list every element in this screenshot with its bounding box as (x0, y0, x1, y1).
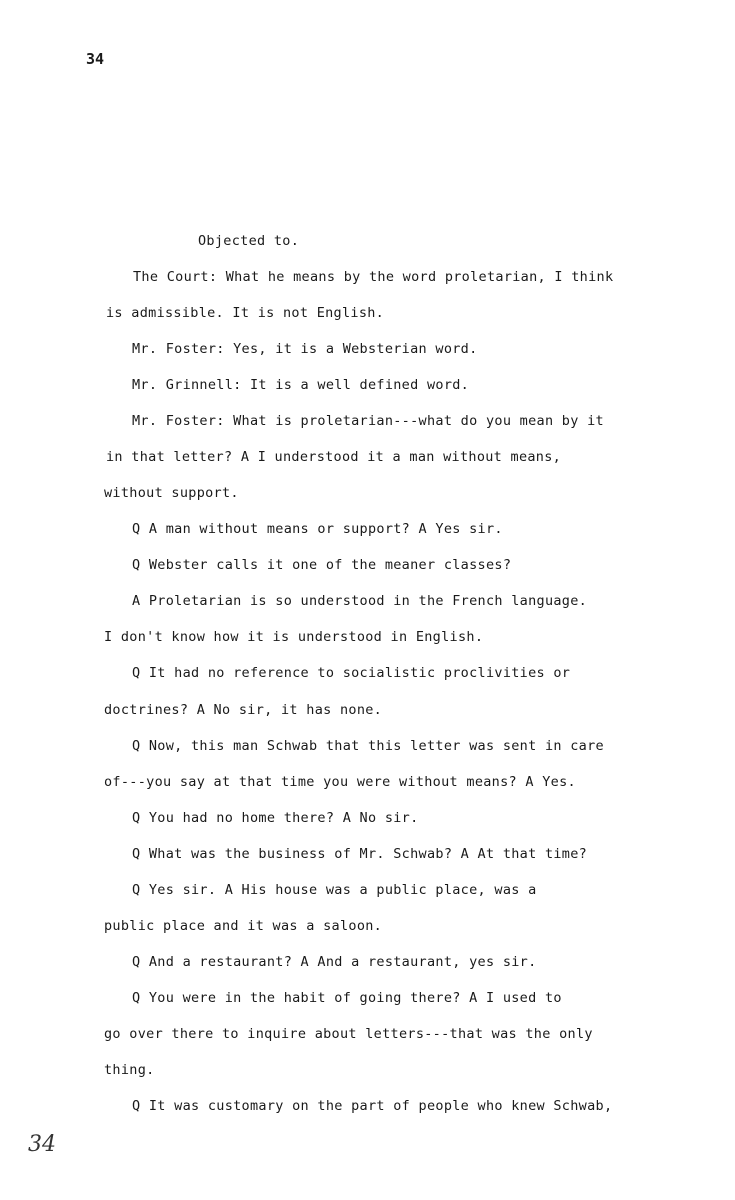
transcript-line: Mr. Foster: Yes, it is a Websterian word. (132, 341, 478, 357)
page-number: 34 (86, 50, 105, 68)
transcript-line: in that letter? A I understood it a man without means, (106, 449, 562, 465)
transcript-line: without support. (104, 485, 239, 501)
transcript-line: Mr. Grinnell: It is a well defined word. (132, 377, 470, 393)
transcript-line: The Court: What he means by the word proletarian, I think (133, 269, 614, 285)
transcript-line: of---you say at that time you were without means? A Yes. (104, 774, 576, 790)
transcript-line: Mr. Foster: What is proletarian---what do you mean by it (132, 413, 604, 429)
transcript-line: Q What was the business of Mr. Schwab? A At that time? (132, 846, 588, 862)
transcript-line: Q You were in the habit of going there? A I used to (132, 990, 562, 1006)
transcript-line: Q Yes sir. A His house was a public place, was a (132, 882, 537, 898)
transcript-line: Q Now, this man Schwab that this letter was sent in care (132, 738, 604, 754)
transcript-line: A Proletarian is so understood in the French language. (132, 593, 588, 609)
transcript-line: public place and it was a saloon. (104, 918, 383, 934)
transcript-line: Q A man without means or support? A Yes sir. (132, 521, 503, 537)
transcript-line: Q Webster calls it one of the meaner classes? (132, 557, 512, 573)
handwritten-page-number: 34 (28, 1132, 56, 1157)
transcript-line: is admissible. It is not English. (106, 305, 385, 321)
transcript-line: thing. (104, 1062, 155, 1078)
transcript-line: I don't know how it is understood in English. (104, 629, 484, 645)
transcript-line: doctrines? A No sir, it has none. (104, 702, 383, 718)
transcript-line: Q It had no reference to socialistic proclivities or (132, 665, 571, 681)
transcript-line: Q And a restaurant? A And a restaurant, yes sir. (132, 954, 537, 970)
transcript-line: Objected to. (198, 233, 300, 249)
transcript-line: Q You had no home there? A No sir. (132, 810, 419, 826)
transcript-line: Q It was customary on the part of people who knew Schwab, (132, 1098, 613, 1114)
transcript-line: go over there to inquire about letters---that was the only (104, 1026, 593, 1042)
